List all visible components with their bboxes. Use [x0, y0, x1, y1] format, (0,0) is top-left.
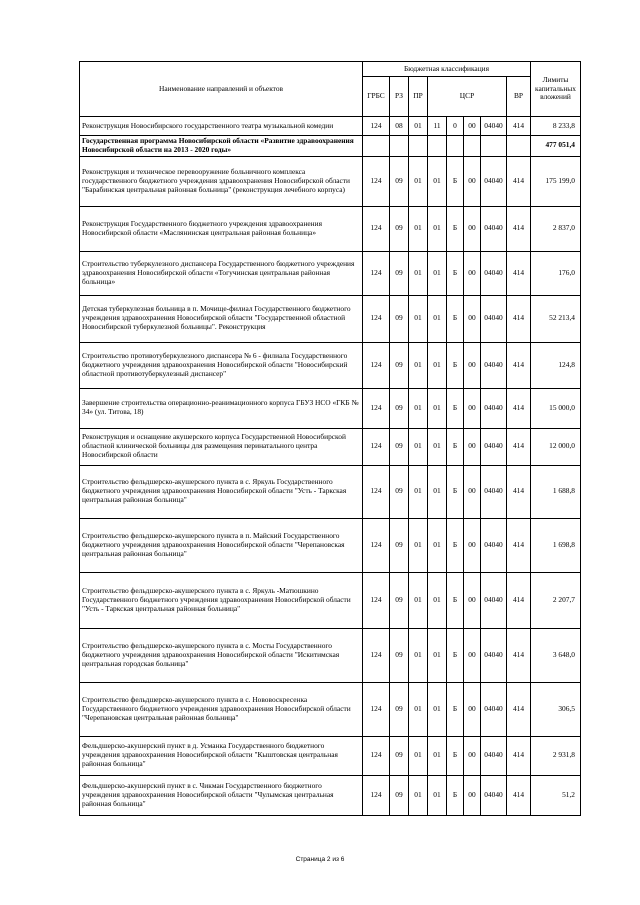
row-csr-part: 00 [464, 251, 481, 295]
row-grbs: 124 [363, 117, 390, 136]
row-grbs: 124 [363, 342, 390, 388]
header-csr: ЦСР [428, 77, 507, 117]
table-row [80, 628, 581, 682]
row-csr-part: 00 [464, 682, 481, 736]
row-rz: 09 [390, 251, 409, 295]
row-csr-program: 01 [428, 572, 447, 628]
row-csr-part: 00 [464, 775, 481, 815]
row-csr-code: 04040 [481, 628, 507, 682]
row-vr: 414 [507, 682, 531, 736]
table-body [80, 117, 581, 816]
row-pr: 01 [409, 628, 428, 682]
row-limit: 8 233,8 [531, 117, 581, 136]
header-rz: РЗ [390, 77, 409, 117]
row-pr: 01 [409, 342, 428, 388]
budget-table [79, 61, 581, 816]
row-rz: 09 [390, 388, 409, 428]
page-number: Страница 2 из 6 [295, 856, 345, 863]
row-csr-subprogram: Б [447, 628, 464, 682]
row-csr-code: 04040 [481, 388, 507, 428]
row-pr: 01 [409, 117, 428, 136]
table-row [80, 465, 581, 518]
row-csr-part: 00 [464, 465, 481, 518]
row-name: Фельдшерско-акушерский пункт в с. Чикман Государственного бюджетного учреждения здравоохранения Новосибирской области "Чулымская центральная районная больница" [80, 775, 363, 815]
row-csr-program: 11 [428, 117, 447, 136]
row-vr [507, 136, 531, 157]
row-rz: 09 [390, 572, 409, 628]
row-name: Строительство фельдшерско-акушерского пункта в п. Майский Государственного бюджетного учреждения здравоохранения Новосибирской области "Черепановская центральная районная больница" [80, 518, 363, 572]
row-limit: 124,8 [531, 342, 581, 388]
header-vr: ВР [507, 77, 531, 117]
row-csr-subprogram: Б [447, 736, 464, 775]
row-csr-code: 04040 [481, 428, 507, 465]
row-csr-code: 04040 [481, 206, 507, 251]
row-csr-program: 01 [428, 736, 447, 775]
table-row [80, 251, 581, 295]
row-grbs: 124 [363, 206, 390, 251]
row-name: Реконструкция Государственного бюджетного учреждения здравоохранения Новосибирской области «Маслянинская центральная районная больница» [80, 206, 363, 251]
row-csr-part: 00 [464, 518, 481, 572]
row-csr-program: 01 [428, 156, 447, 206]
row-csr-program: 01 [428, 342, 447, 388]
row-rz: 09 [390, 206, 409, 251]
row-csr-part [464, 136, 481, 157]
row-csr-program: 01 [428, 295, 447, 342]
row-csr-subprogram: Б [447, 388, 464, 428]
row-csr-subprogram [447, 136, 464, 157]
row-csr-subprogram: Б [447, 251, 464, 295]
row-grbs: 124 [363, 736, 390, 775]
row-vr: 414 [507, 628, 531, 682]
row-csr-program: 01 [428, 388, 447, 428]
row-csr-code: 04040 [481, 682, 507, 736]
row-rz: 09 [390, 518, 409, 572]
row-name: Строительство фельдшерско-акушерского пункта в с. Нововоскресенка Государственного бюджетного учреждения здравоохранения Новосибирской области "Черепановская центральная районная больница" [80, 682, 363, 736]
row-csr-part: 00 [464, 388, 481, 428]
table-row [80, 156, 581, 206]
row-limit: 1 688,8 [531, 465, 581, 518]
header-limits: Лимиты капитальных вложений [531, 62, 581, 117]
row-pr: 01 [409, 572, 428, 628]
row-grbs: 124 [363, 628, 390, 682]
row-csr-part: 00 [464, 428, 481, 465]
table-row [80, 682, 581, 736]
row-name: Детская туберкулезная больница в п. Мочище-филиал Государственного бюджетного учреждения здравоохранения Новосибирской области "Государственной областной Новосибирской туберкулезной больницы". Реконструкция [80, 295, 363, 342]
row-vr: 414 [507, 117, 531, 136]
row-grbs: 124 [363, 775, 390, 815]
row-csr-part: 00 [464, 206, 481, 251]
row-rz: 09 [390, 465, 409, 518]
row-limit: 3 648,0 [531, 628, 581, 682]
row-csr-code: 04040 [481, 465, 507, 518]
row-grbs: 124 [363, 518, 390, 572]
row-csr-part: 00 [464, 572, 481, 628]
row-name: Реконструкция и оснащение акушерского корпуса Государственной Новосибирской областной клинической больницы для размещения перинатального центра Новосибирской области [80, 428, 363, 465]
row-csr-subprogram: Б [447, 572, 464, 628]
row-csr-subprogram: Б [447, 775, 464, 815]
row-csr-program: 01 [428, 518, 447, 572]
row-csr-part: 00 [464, 156, 481, 206]
row-pr [409, 136, 428, 157]
row-limit: 306,5 [531, 682, 581, 736]
row-limit: 15 000,0 [531, 388, 581, 428]
table-row [80, 136, 581, 157]
header-budget-classification: Бюджетная классификация [363, 62, 531, 77]
row-pr: 01 [409, 388, 428, 428]
row-vr: 414 [507, 342, 531, 388]
table-row [80, 342, 581, 388]
row-csr-part: 00 [464, 342, 481, 388]
row-csr-subprogram: 0 [447, 117, 464, 136]
row-csr-code: 04040 [481, 572, 507, 628]
table-row [80, 736, 581, 775]
row-name: Фельдшерско-акушерский пункт в д. Усманка Государственного бюджетного учреждения здравоохранения Новосибирской области "Кыштовская центральная районная больница" [80, 736, 363, 775]
row-rz: 09 [390, 342, 409, 388]
row-rz: 09 [390, 736, 409, 775]
row-pr: 01 [409, 295, 428, 342]
row-pr: 01 [409, 251, 428, 295]
row-csr-program: 01 [428, 628, 447, 682]
row-csr-code [481, 136, 507, 157]
row-rz: 09 [390, 156, 409, 206]
row-grbs: 124 [363, 682, 390, 736]
row-pr: 01 [409, 156, 428, 206]
row-grbs: 124 [363, 388, 390, 428]
row-csr-part: 00 [464, 736, 481, 775]
row-grbs: 124 [363, 465, 390, 518]
row-grbs: 124 [363, 251, 390, 295]
table-row [80, 428, 581, 465]
row-csr-subprogram: Б [447, 428, 464, 465]
row-name: Реконструкция и техническое перевооружение больничного комплекса государственного бюджетного учреждения здравоохранения Новосибирской области "Барабинская центральная районная больница" (реконструкция лечебного корпуса) [80, 156, 363, 206]
table-row [80, 518, 581, 572]
table-row [80, 775, 581, 815]
row-rz: 09 [390, 628, 409, 682]
row-csr-program: 01 [428, 682, 447, 736]
row-csr-subprogram: Б [447, 518, 464, 572]
row-csr-code: 04040 [481, 518, 507, 572]
row-rz: 09 [390, 775, 409, 815]
row-name: Строительство фельдшерско-акушерского пункта в с. Яркуль -Матюшкино Государственного бюджетного учреждения здравоохранения Новосибирской области "Усть - Таркская центральная районная больница" [80, 572, 363, 628]
row-rz: 08 [390, 117, 409, 136]
row-csr-code: 04040 [481, 295, 507, 342]
row-name: Строительство фельдшерско-акушерского пункта в с. Мосты Государственного бюджетного учреждения здравоохранения Новосибирской области "Искитимская центральная городская больница" [80, 628, 363, 682]
row-limit: 2 931,8 [531, 736, 581, 775]
row-csr-program: 01 [428, 428, 447, 465]
row-csr-program: 01 [428, 465, 447, 518]
row-csr-code: 04040 [481, 251, 507, 295]
row-csr-program: 01 [428, 775, 447, 815]
header-grbs: ГРБС [363, 77, 390, 117]
row-limit: 52 213,4 [531, 295, 581, 342]
row-limit: 51,2 [531, 775, 581, 815]
row-csr-subprogram: Б [447, 206, 464, 251]
row-pr: 01 [409, 518, 428, 572]
row-name: Строительство фельдшерско-акушерского пункта в с. Яркуль Государственного бюджетного учреждения здравоохранения Новосибирской области "Усть - Таркская центральная районная больница" [80, 465, 363, 518]
row-grbs: 124 [363, 295, 390, 342]
row-name: Строительство туберкулезного диспансера Государственного бюджетного учреждения здравоохранения Новосибирской области «Тогучинская центральная районная больница» [80, 251, 363, 295]
row-vr: 414 [507, 465, 531, 518]
row-limit: 2 207,7 [531, 572, 581, 628]
table-row [80, 388, 581, 428]
row-name: Строительство противотуберкулезного диспансера № 6 - филиала Государственного бюджетного учреждения здравоохранения Новосибирской области "Новосибирский областной противотуберкулезный диспансер" [80, 342, 363, 388]
row-limit: 176,0 [531, 251, 581, 295]
row-csr-program: 01 [428, 206, 447, 251]
row-rz [390, 136, 409, 157]
row-pr: 01 [409, 736, 428, 775]
row-rz: 09 [390, 682, 409, 736]
row-pr: 01 [409, 206, 428, 251]
row-vr: 414 [507, 156, 531, 206]
row-grbs: 124 [363, 572, 390, 628]
row-grbs: 124 [363, 428, 390, 465]
row-csr-program: 01 [428, 251, 447, 295]
row-csr-subprogram: Б [447, 465, 464, 518]
row-csr-subprogram: Б [447, 682, 464, 736]
row-limit: 1 698,8 [531, 518, 581, 572]
row-vr: 414 [507, 295, 531, 342]
row-vr: 414 [507, 251, 531, 295]
row-csr-subprogram: Б [447, 295, 464, 342]
row-vr: 414 [507, 775, 531, 815]
row-csr-code: 04040 [481, 156, 507, 206]
row-grbs: 124 [363, 156, 390, 206]
header-pr: ПР [409, 77, 428, 117]
row-csr-code: 04040 [481, 342, 507, 388]
row-vr: 414 [507, 206, 531, 251]
row-csr-part: 00 [464, 628, 481, 682]
row-csr-part: 00 [464, 295, 481, 342]
row-pr: 01 [409, 682, 428, 736]
row-csr-code: 04040 [481, 736, 507, 775]
table-row [80, 117, 581, 136]
row-name: Завершение строительства операционно-реанимационного корпуса ГБУЗ НСО «ГКБ № 34» (ул. Титова, 18) [80, 388, 363, 428]
row-vr: 414 [507, 736, 531, 775]
row-vr: 414 [507, 572, 531, 628]
row-csr-code: 04040 [481, 117, 507, 136]
row-rz: 09 [390, 428, 409, 465]
table-row [80, 572, 581, 628]
row-limit: 2 837,0 [531, 206, 581, 251]
row-vr: 414 [507, 518, 531, 572]
row-rz: 09 [390, 295, 409, 342]
row-limit: 12 000,0 [531, 428, 581, 465]
row-csr-subprogram: Б [447, 156, 464, 206]
row-limit: 175 199,0 [531, 156, 581, 206]
row-csr-part: 00 [464, 117, 481, 136]
row-csr-code: 04040 [481, 775, 507, 815]
header-name-column: Наименование направлений и объектов [80, 62, 363, 117]
row-name: Государственная программа Новосибирской области «Развитие здравоохранения Новосибирской области на 2013 - 2020 годы» [80, 136, 363, 157]
table-row [80, 295, 581, 342]
row-vr: 414 [507, 428, 531, 465]
row-grbs [363, 136, 390, 157]
row-csr-subprogram: Б [447, 342, 464, 388]
row-pr: 01 [409, 428, 428, 465]
row-csr-program [428, 136, 447, 157]
row-pr: 01 [409, 465, 428, 518]
row-vr: 414 [507, 388, 531, 428]
row-pr: 01 [409, 775, 428, 815]
table-row [80, 206, 581, 251]
row-limit: 477 051,4 [531, 136, 581, 157]
row-name: Реконструкция Новосибирского государственного театра музыкальной комедии [80, 117, 363, 136]
